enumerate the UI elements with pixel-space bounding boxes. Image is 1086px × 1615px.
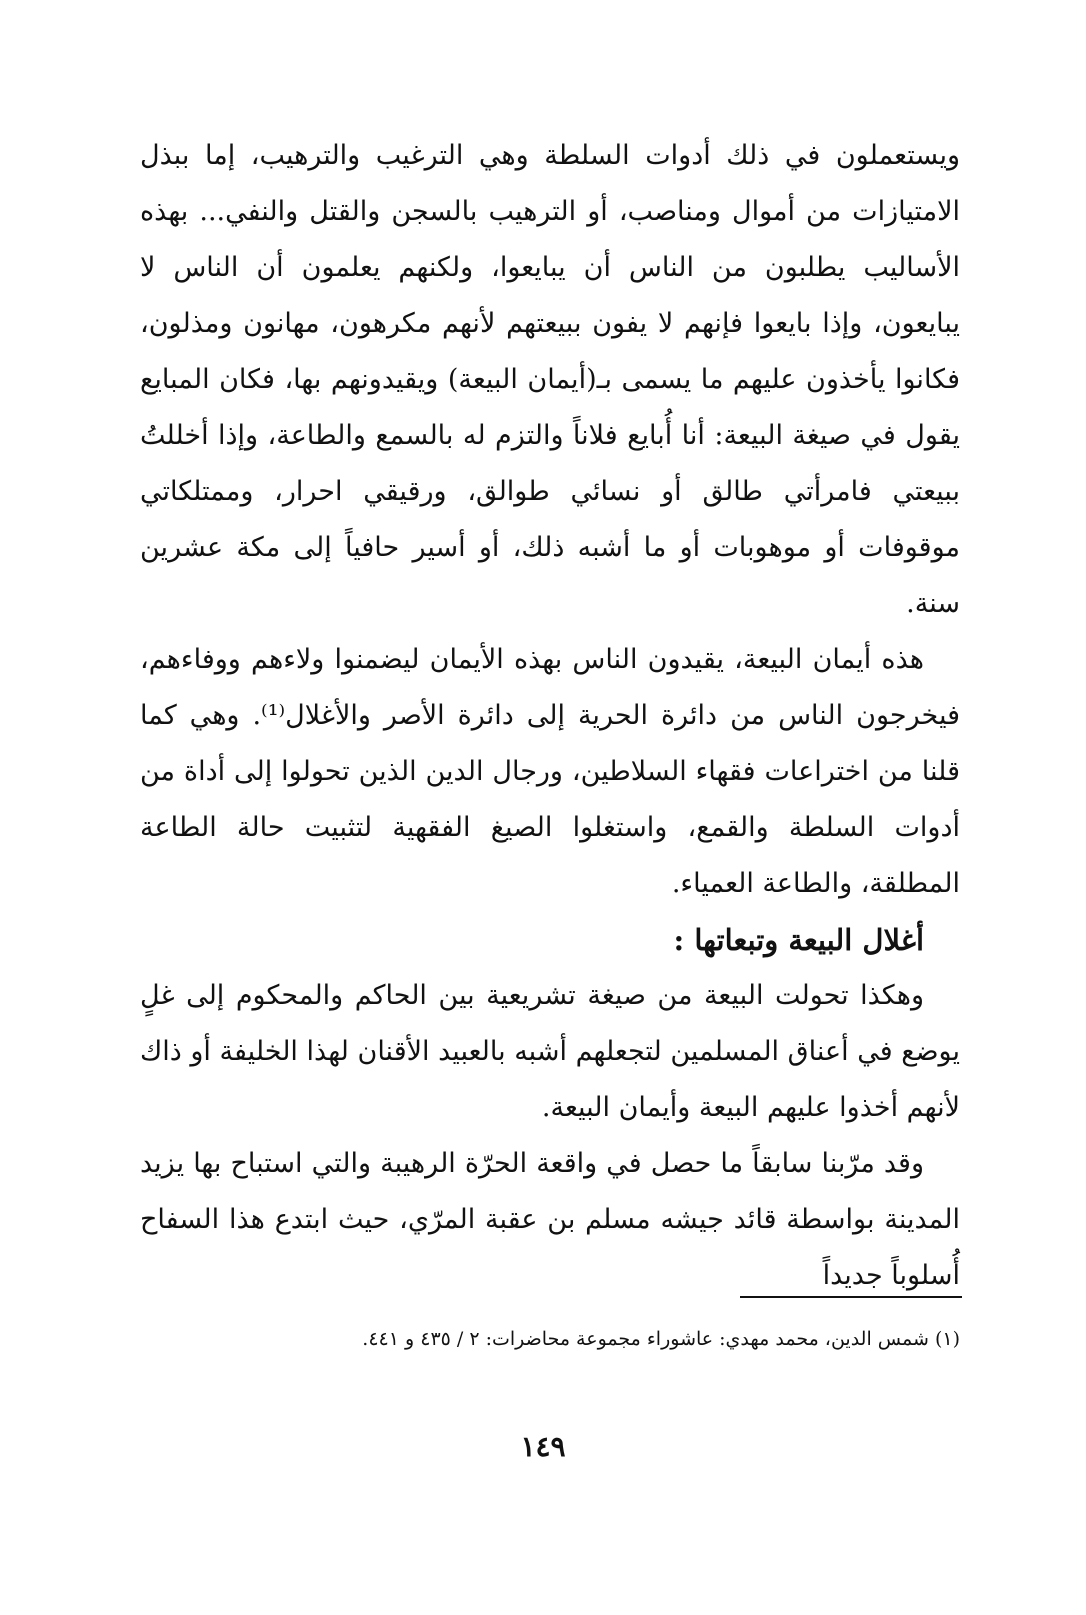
paragraph-3: وهكذا تحولت البيعة من صيغة تشريعية بين الحاكم والمحكوم إلى غلٍ يوضع في أعناق المسلمين لتجعلهم أشبه بالعبيد الأقنان لهذا الخليفة أو ذاك لأنهم أخذوا عليهم البيعة وأيمان البيعة.	[140, 980, 960, 1123]
page-number: ١٤٩	[520, 1430, 566, 1463]
paragraph-2: هذه أيمان البيعة، يقيدون الناس بهذه الأيمان ليضمنوا ولاءهم ووفاءهم، فيخرجون الناس من دائرة الحرية إلى دائرة الأصر والأغلال⁽¹⁾. وهي كما قلنا من اختراعات فقهاء السلاطين، ورجال الدين الذين تحولوا إلى أداة من أدوات السلطة والقمع، واستغلوا الصيغ الفقهية لتثبيت حالة الطاعة المطلقة، والطاعة العمياء.	[140, 644, 960, 899]
footnote-divider	[740, 1296, 962, 1298]
main-text-block	[140, 128, 960, 1304]
section-heading: أغلال البيعة وتبعاتها :	[673, 923, 924, 957]
paragraph-1: ويستعملون في ذلك أدوات السلطة وهي الترغيب والترهيب، إما ببذل الامتيازات من أموال ومناصب، أو الترهيب بالسجن والقتل والنفي... بهذه الأساليب يطلبون من الناس أن يبايعوا، ولكنهم يعلمون أن الناس لا يبايعون، وإذا بايعوا فإنهم لا يفون ببيعتهم لأنهم مكرهون، مهانون ومذلون، فكانوا يأخذون عليهم ما يسمى بـ(أيمان البيعة) ويقيدونهم بها، فكان المبايع يقول في صيغة البيعة: أنا أُبايع فلاناً والتزم له بالسمع والطاعة، وإذا أخللتُ ببيعتي فامرأتي طالق أو نسائي طوالق، ورقيقي احرار، وممتلكاتي موقوفات أو موهوبات أو ما أشبه ذلك، أو أسير حافياً إلى مكة عشرين سنة.	[140, 140, 960, 619]
footnote: (١) شمس الدين، محمد مهدي: عاشوراء مجموعة محاضرات: ٢ / ٤٣٥ و ٤٤١.	[362, 1328, 960, 1350]
paragraph-4: وقد مرّبنا سابقاً ما حصل في واقعة الحرّة الرهيبة والتي استباح بها يزيد المدينة بواسطة قائد جيشه مسلم بن عقبة المرّي، حيث ابتدع هذا السفاح أُسلوباً جديداً	[140, 1148, 960, 1291]
